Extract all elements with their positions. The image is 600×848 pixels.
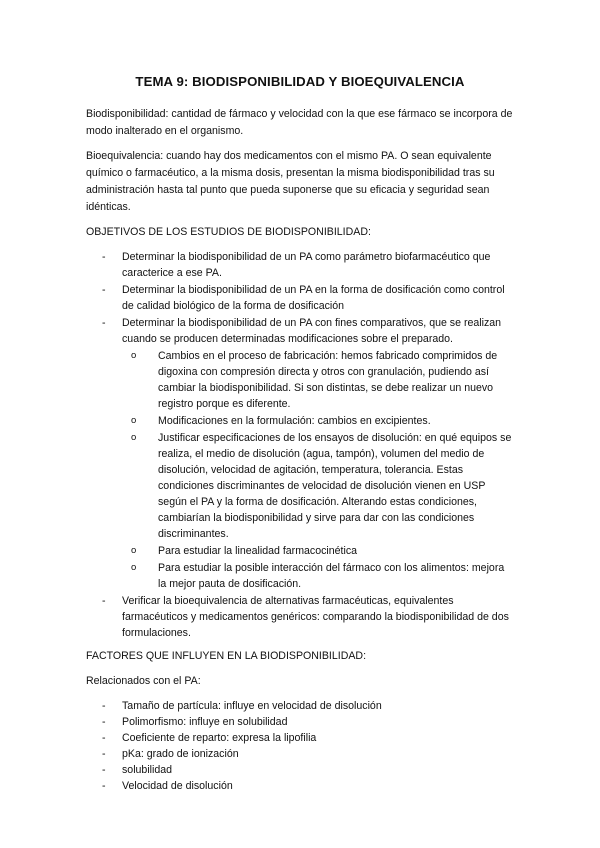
circle-bullet: o [131,432,137,443]
dash-bullet: - [102,780,106,792]
list-item-text: Verificar la bioequivalencia de alternativas farmacéuticas, equivalentes farmacéuticos y medicamentos genéricos: comparando la biodisponibilidad de dos formulaciones. [122,595,509,639]
sublist-item-text: Justificar especificaciones de los ensayos de disolución: en qué equipos se realiza, el medio de disolución (agua, tampón), volumen del medio de disolución, velocidad de agitación, temperatura, tolerancia. Estas condiciones discriminantes de velocidad de disolución vienen en USP según el PA y la forma de dosificación. Alterando estas condiciones, cambiarían la biodisponibilidad y sirve para dar con las condiciones discriminantes. [158,432,512,540]
list-item [86,730,514,746]
dash-bullet: - [102,284,106,296]
list-item [86,762,514,778]
dash-bullet: - [102,716,106,728]
factores-heading: FACTORES QUE INFLUYEN EN LA BIODISPONIBILIDAD: [86,650,367,662]
list-item-text: solubilidad [122,764,173,776]
list-item [86,714,514,730]
sublist-item-text: Cambios en el proceso de fabricación: hemos fabricado comprimidos de digoxina con compresión directa y otros con granulación, pudiendo así cambiar la biodisponibilidad. Si son distintas, se debe realizar un nuevo registro porque es diferente. [158,350,498,410]
factores-list [86,698,514,794]
circle-bullet: o [131,562,137,573]
dash-bullet: - [102,595,106,607]
definition-bioequivalencia: Bioequivalencia: cuando hay dos medicamentos con el mismo PA. O sean equivalente químico o farmacéutico, a la misma dosis, presentan la misma biodisponibilidad tras su administración hasta tal punto que pueda suponerse que su eficacia y seguridad sean idénticas. [86,150,495,213]
list-item [86,282,514,314]
dash-bullet: - [102,700,106,712]
list-item [86,698,514,714]
list-item-text: Determinar la biodisponibilidad de un PA con fines comparativos, que se realizan cuando se producen determinadas modificaciones sobre el preparado. [122,317,502,345]
sublist-item [122,543,514,559]
list-item-text: Tamaño de partícula: influye en velocidad de disolución [122,700,382,712]
sublist-item [122,348,514,412]
dash-bullet: - [102,732,106,744]
factores-subheading: Relacionados con el PA: [86,675,201,687]
objetivos-sublist [122,348,514,592]
sublist-item-text: Para estudiar la posible interacción del fármaco con los alimentos: mejora la mejor pauta de dosificación. [158,562,505,590]
page-title: TEMA 9: BIODISPONIBILIDAD Y BIOEQUIVALENCIA [135,74,465,89]
list-item-text: pKa: grado de ionización [122,748,239,760]
definition-biodisponibilidad: Biodisponibilidad: cantidad de fármaco y velocidad con la que ese fármaco se incorpora de modo inalterado en el organismo. [86,108,513,137]
list-item-text: Determinar la biodisponibilidad de un PA como parámetro biofarmacéutico que caracterice a ese PA. [122,251,491,279]
dash-bullet: - [102,317,106,329]
objetivos-list [86,249,514,641]
sublist-item-text: Para estudiar la linealidad farmacocinética [158,545,358,557]
sublist-item [122,560,514,592]
sublist-item [122,413,514,429]
list-item-text: Determinar la biodisponibilidad de un PA en la forma de dosificación como control de calidad biológico de la forma de dosificación [122,284,505,312]
list-item [86,249,514,281]
circle-bullet: o [131,545,137,556]
objetivos-heading: OBJETIVOS DE LOS ESTUDIOS DE BIODISPONIBILIDAD: [86,226,371,238]
dash-bullet: - [102,764,106,776]
circle-bullet: o [131,350,137,361]
sublist-item-text: Modificaciones en la formulación: cambios en excipientes. [158,415,431,427]
circle-bullet: o [131,415,137,426]
list-item [86,746,514,762]
dash-bullet: - [102,251,106,263]
list-item-text: Coeficiente de reparto: expresa la lipofilia [122,732,317,744]
dash-bullet: - [102,748,106,760]
list-item-text: Polimorfismo: influye en solubilidad [122,716,288,728]
list-item [86,315,514,592]
list-item-text: Velocidad de disolución [122,780,233,792]
list-item [86,778,514,794]
sublist-item [122,430,514,542]
list-item [86,593,514,641]
